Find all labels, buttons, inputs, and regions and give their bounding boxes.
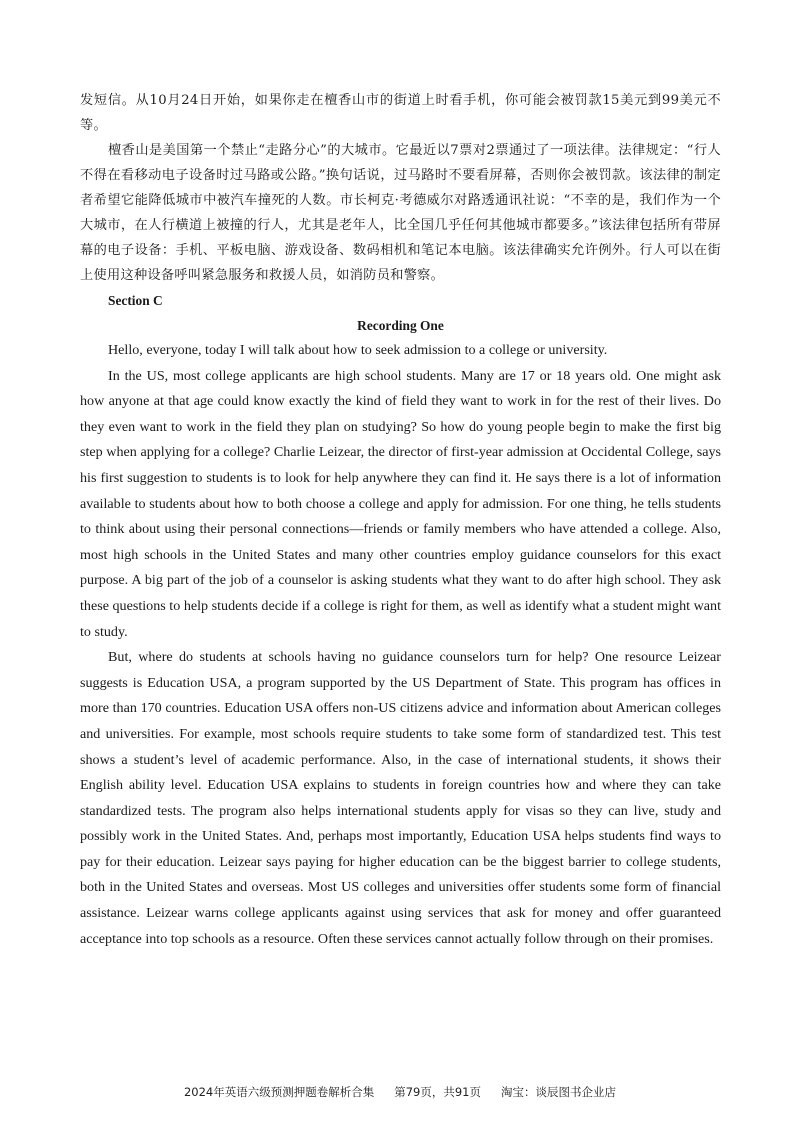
transcript-paragraph-3: But, where do students at schools having no guidance counselors turn for help? One resource Leizear suggests is Education USA, a program supported by the US Department of State. This program has offices in more than 170 countries. Education USA offers non-US citizens advice and information about American colleges and universities. For example, most schools require students to take some form of standardized test. This test shows a student’s level of academic performance. Also, in the case of international students, it shows their English ability level. Education USA explains to students in foreign countries how and where they can take standardized tests. The program also helps international students apply for visas so they can live, study and possibly work in the United States. And, perhaps most importantly, Education USA helps students find ways to pay for their education. Leizear says paying for higher education can be the biggest barrier to college students, both in the United States and overseas. Most US colleges and universities offer students some form of financial assistance. Leizear warns college applicants against using services that ask for money and offer guaranteed acceptance into top schools as a resource. Often these services cannot actually follow through on their promises. xyxy=(80,649,721,947)
footer-page-number: 第79页，共91页 xyxy=(394,1085,482,1099)
recording-title: Recording One xyxy=(357,318,444,333)
footer-book-title: 2024年英语六级预测押题卷解析合集 xyxy=(183,1085,375,1099)
chinese-paragraph-continued: 发短信。从10月24日开始，如果你走在檀香山市的街道上时看手机，你可能会被罚款15美元到99美元不等。 xyxy=(80,93,721,133)
page-footer xyxy=(0,1084,800,1100)
section-heading: Section C xyxy=(108,293,163,308)
footer-shop: 淘宝：谈辰图书企业店 xyxy=(501,1085,617,1099)
transcript-paragraph-1: Hello, everyone, today I will talk about how to seek admission to a college or university. xyxy=(108,342,608,358)
document-page xyxy=(80,88,721,952)
transcript-paragraph-2: In the US, most college applicants are high school students. Many are 17 or 18 years old. One might ask how anyone at that age could know exactly the kind of field they want to work in for the rest of their lives. Do they even want to work in the field they plan on studying? So how do young people begin to make the first big step when applying for a college? Charlie Leizear, the director of first-year admission at Occidental College, says his first suggestion to students is to look for help anywhere they can find it. He says there is a lot of information available to students about how to both choose a college and apply for admission. For one thing, he tells students to think about using their personal connections—friends or family members who have attended a college. Also, most high schools in the United States and many other countries employ guidance counselors for this exact purpose. A big part of the job of a counselor is asking students what they want to do after high school. They ask these questions to help students decide if a college is right for them, as well as identify what a student might want to study. xyxy=(80,367,721,640)
chinese-paragraph-honolulu: 檀香山是美国第一个禁止“走路分心”的大城市。它最近以7票对2票通过了一项法律。法律规定：“行人不得在看移动电子设备时过马路或公路。”换句话说，过马路时不要看屏幕，否则你会被罚款。该法律的制定者希望它能降低城市中被汽车撞死的人数。市长柯克·考德威尔对路透通讯社说：“不幸的是，我们作为一个大城市，在人行横道上被撞的行人，尤其是老年人，比全国几乎任何其他城市都要多。”该法律包括所有带屏幕的电子设备：手机、平板电脑、游戏设备、数码相机和笔记本电脑。该法律确实允许例外。行人可以在街上使用这种设备呼叫紧急服务和救援人员，如消防员和警察。 xyxy=(80,143,721,283)
